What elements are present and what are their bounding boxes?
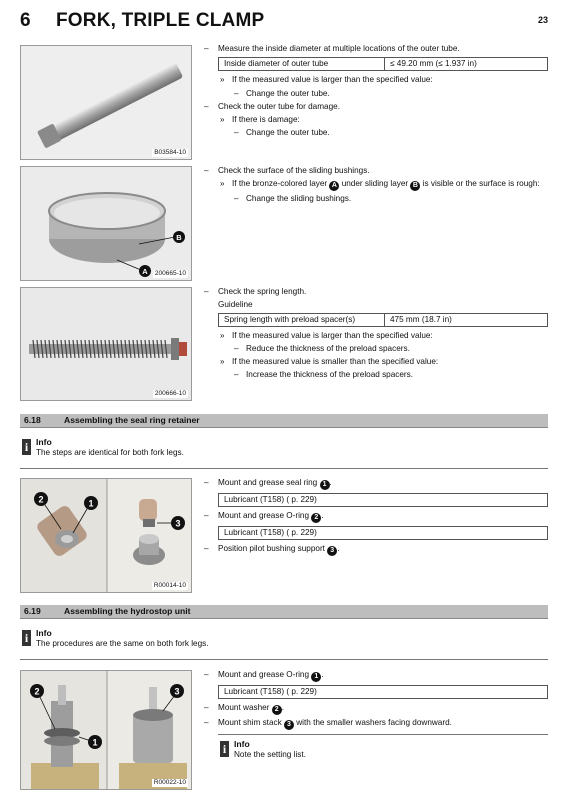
seal-ring-instructions	[204, 478, 548, 559]
outer-tube-photo	[20, 45, 192, 160]
step-badge-2: 2	[311, 513, 321, 523]
callout-3: 3	[174, 686, 180, 697]
bushing-instructions	[204, 166, 548, 208]
instruction-step: – Check the surface of the sliding bushings.	[204, 166, 548, 176]
condition	[204, 179, 548, 191]
instruction-step: – Mount and grease seal ring 1 .	[204, 478, 548, 490]
condition: » If the measured value is larger than the specified value:	[204, 75, 548, 85]
step-badge-1: 1	[311, 672, 321, 682]
lubricant-reference: Lubricant (T158) ( p. 229)	[218, 493, 548, 507]
hydrostop-photo	[20, 670, 192, 790]
spring-illustration	[21, 288, 192, 401]
info-box	[20, 437, 548, 461]
callout-2: 2	[34, 686, 40, 697]
section-number: 6.19	[24, 606, 41, 616]
chapter-number: 6	[20, 10, 31, 31]
callout-b: B	[176, 233, 182, 242]
callout-2: 2	[38, 494, 44, 505]
spec-label: Inside diameter of outer tube	[219, 58, 385, 70]
step-text: Position pilot bushing support	[218, 544, 325, 553]
condition-text: is visible or the surface is rough:	[422, 179, 540, 189]
lubricant-reference: Lubricant (T158) ( p. 229)	[218, 526, 548, 540]
spec-value: ≤ 49.20 mm (≤ 1.937 in)	[390, 59, 477, 69]
lubricant-reference: Lubricant (T158) ( p. 229)	[218, 685, 548, 699]
section-number: 6.18	[24, 415, 41, 425]
seal-ring-photo	[20, 478, 192, 593]
callout-1: 1	[92, 737, 98, 748]
divider	[20, 468, 548, 469]
spec-label: Spring length with preload spacer(s)	[219, 314, 385, 326]
page-number: 23	[537, 15, 548, 25]
spec-table-outer-tube	[218, 57, 548, 71]
callout-1: 1	[88, 498, 94, 509]
guideline-label: Guideline	[218, 300, 253, 310]
condition: » If there is damage:	[204, 115, 548, 125]
action: – Change the outer tube.	[204, 128, 548, 138]
step-text: with the smaller washers facing downward.	[296, 718, 452, 727]
figure-caption: R00014-10	[153, 581, 186, 589]
outer-tube-illustration	[21, 46, 192, 160]
instruction-step: – Measure the inside diameter at multiple locations of the outer tube.	[204, 44, 548, 54]
step-badge-1: 1	[320, 480, 330, 490]
action: – Change the outer tube.	[204, 89, 548, 99]
section-heading-6-18	[20, 414, 548, 428]
action: – Increase the thickness of the preload spacers.	[204, 370, 548, 380]
spring-instructions	[204, 287, 548, 384]
spec-table-spring	[218, 313, 548, 327]
condition-text: under sliding layer	[341, 179, 409, 189]
instruction-step: – Check the outer tube for damage.	[204, 102, 548, 112]
bushing-photo	[20, 166, 192, 281]
condition: » If the measured value is larger than the specified value:	[204, 331, 548, 341]
step-text: Mount and grease O-ring	[218, 511, 310, 520]
info-text: The steps are identical for both fork legs.	[36, 448, 184, 457]
instruction-step: – Mount and grease O-ring 1 .	[204, 670, 548, 682]
figure-caption: R00022-10	[153, 778, 186, 786]
bushing-illustration	[21, 167, 192, 281]
instruction-step	[204, 718, 548, 730]
step-badge-3: 3	[327, 546, 337, 556]
figure-caption: 200666-10	[154, 389, 186, 397]
callout-badge-b: B	[410, 181, 420, 191]
instruction-step: – Check the spring length.	[204, 287, 548, 297]
info-icon: i	[22, 439, 31, 455]
figure-caption: 200665-10	[154, 269, 186, 277]
instruction-step: – Mount and grease O-ring 2 .	[204, 511, 548, 523]
info-heading: Info	[36, 437, 52, 447]
section-title: Assembling the seal ring retainer	[64, 415, 200, 425]
callout-a: A	[142, 267, 148, 276]
section-heading-6-19	[20, 605, 548, 619]
figure-caption: B03584-10	[154, 148, 186, 156]
section-title: Assembling the hydrostop unit	[64, 606, 191, 616]
inline-info-box	[218, 734, 548, 764]
outer-tube-instructions	[204, 44, 548, 142]
hydrostop-illustration	[21, 671, 192, 790]
instruction-step: – Position pilot bushing support 3 .	[204, 544, 548, 556]
condition-text: If the bronze-colored layer	[232, 179, 328, 189]
info-heading: Info	[234, 739, 250, 749]
hydrostop-instructions	[204, 670, 548, 764]
info-heading: Info	[36, 628, 52, 638]
condition: » If the measured value is smaller than the specified value:	[204, 357, 548, 367]
step-text: Mount washer	[218, 703, 270, 712]
info-icon: i	[22, 630, 31, 646]
step-text: Mount shim stack	[218, 718, 282, 727]
info-icon: i	[220, 741, 229, 757]
info-text: Note the setting list.	[234, 750, 306, 759]
action: – Reduce the thickness of the preload spacers.	[204, 344, 548, 354]
instruction-step: – Mount washer 2 .	[204, 703, 548, 715]
divider	[20, 659, 548, 660]
info-text: The procedures are the same on both fork legs.	[36, 639, 209, 648]
callout-3: 3	[175, 518, 181, 529]
step-badge-2: 2	[272, 705, 282, 715]
callout-badge-a: A	[329, 181, 339, 191]
chapter-header	[20, 9, 548, 33]
spec-value: 475 mm (18.7 in)	[390, 314, 452, 324]
step-text: Mount and grease O-ring	[218, 670, 310, 679]
action: – Change the sliding bushings.	[204, 194, 548, 204]
step-text: Mount and grease seal ring	[218, 478, 318, 487]
step-badge-3: 3	[284, 720, 294, 730]
info-box	[20, 628, 548, 652]
spring-photo	[20, 287, 192, 401]
chapter-title: FORK, TRIPLE CLAMP	[56, 10, 265, 31]
seal-ring-illustration	[21, 479, 192, 593]
